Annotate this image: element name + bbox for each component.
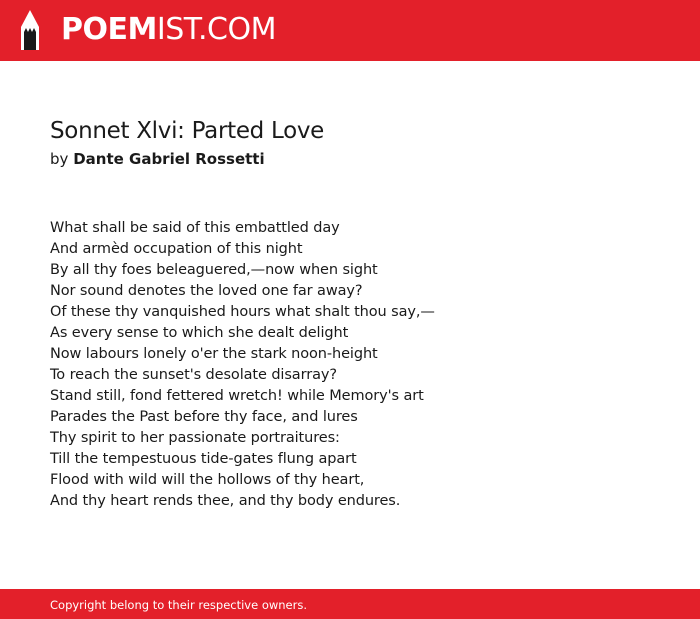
poem-line: And thy heart rends thee, and thy body endures. <box>50 493 401 509</box>
poem-line: To reach the sunset's desolate disarray? <box>50 367 337 383</box>
poem-title: Sonnet Xlvi: Parted Love <box>50 118 325 144</box>
poem-line: Thy spirit to her passionate portraitures: <box>50 430 340 446</box>
brand-bold-text: POEM <box>61 12 157 47</box>
poem-line: Now labours lonely o'er the stark noon-height <box>50 346 378 362</box>
poem-line: Till the tempestuous tide-gates flung apart <box>50 451 357 467</box>
poem-body <box>50 218 670 512</box>
by-label: by <box>50 150 69 168</box>
poem-line: Nor sound denotes the loved one far away? <box>50 283 363 299</box>
poem-author: Dante Gabriel Rossetti <box>73 150 265 168</box>
site-logo-link[interactable] <box>61 12 276 48</box>
poem-line: And armèd occupation of this night <box>50 241 303 257</box>
poem-byline <box>50 149 265 169</box>
poem-line: By all thy foes beleaguered,—now when sight <box>50 262 378 278</box>
copyright-text: Copyright belong to their respective owners. <box>50 598 308 612</box>
site-footer <box>0 589 700 619</box>
site-header <box>0 0 700 61</box>
poem-line: Parades the Past before thy face, and lures <box>50 409 358 425</box>
poem-line: As every sense to which she dealt delight <box>50 325 349 341</box>
poem-line: Stand still, fond fettered wretch! while Memory's art <box>50 388 424 404</box>
brand-light-text: IST.COM <box>156 12 276 47</box>
poem-line: Flood with wild will the hollows of thy heart, <box>50 472 365 488</box>
pen-nib-icon[interactable] <box>18 10 42 50</box>
poem-line: Of these thy vanquished hours what shalt thou say,— <box>50 304 435 320</box>
poem-line: What shall be said of this embattled day <box>50 220 340 236</box>
